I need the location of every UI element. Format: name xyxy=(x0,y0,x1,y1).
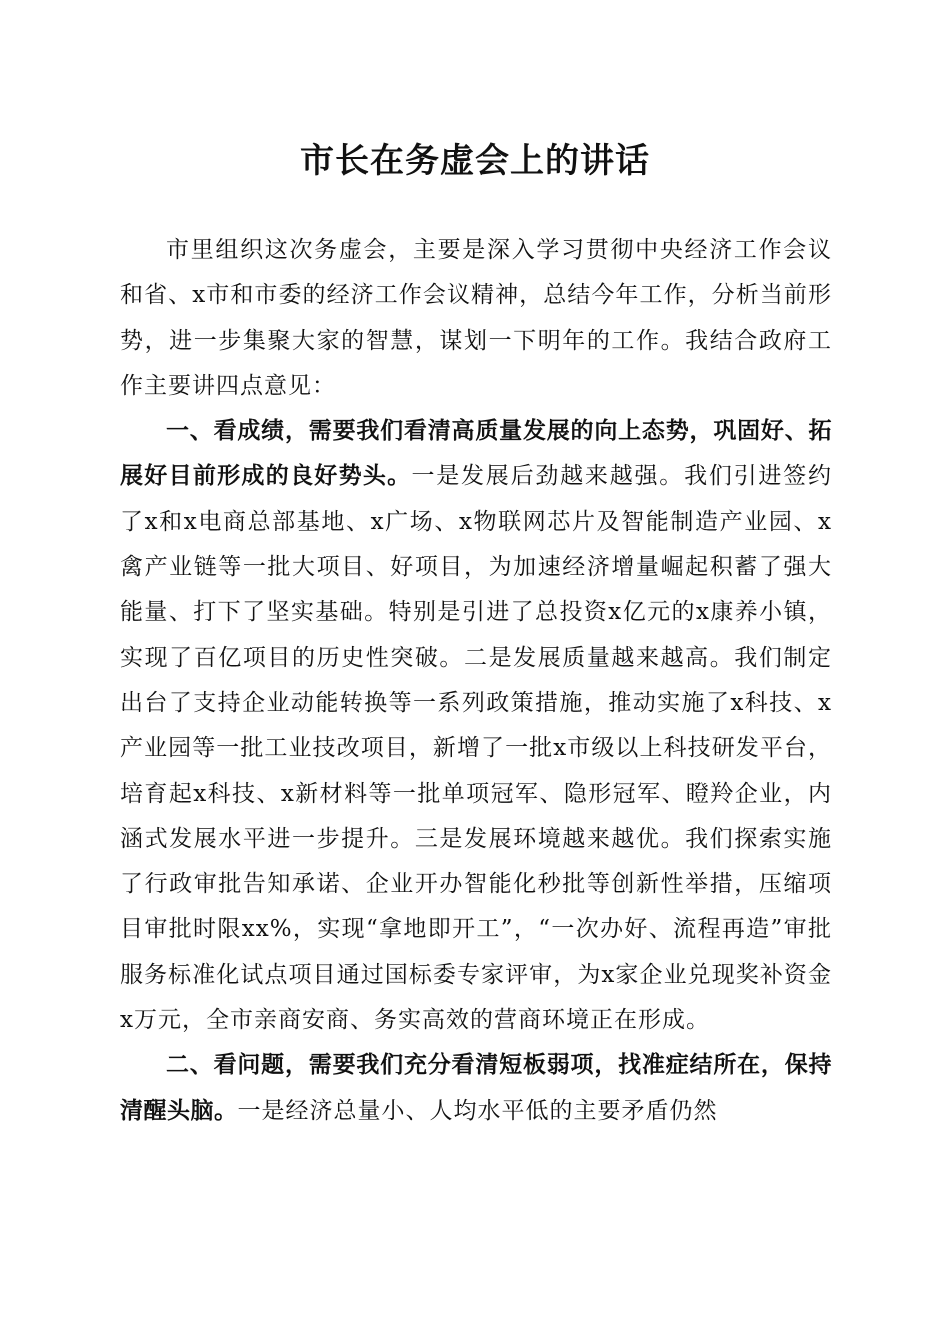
document-body xyxy=(120,228,832,1134)
section-heading-problems: 二、看问题，需要我们充分看清短板弱项，找准症结所在，保持清醒头脑。 xyxy=(120,1052,832,1124)
paragraph-text: 一是经济总量小、人均水平低的主要矛盾仍然 xyxy=(237,1097,718,1124)
paragraph-text: 一是发展后劲越来越强。我们引进签约了x和x电商总部基地、x广场、x物联网芯片及智能制造产业园、x禽产业链等一批大项目、好项目，为加速经济增量崛起积蓄了强大能量、打下了坚实基础。特别是引进了总投资x亿元的x康养小镇，实现了百亿项目的历史性突破。二是发展质量越来越高。我们制定出台了支持企业动能转换等一系列政策措施，推动实施了x科技、x产业园等一批工业技改项目，新增了一批x市级以上科技研发平台，培育起x科技、x新材料等一批单项冠军、隐形冠军、瞪羚企业，内涵式发展水平进一步提升。三是发展环境越来越优。我们探索实施了行政审批告知承诺、企业开办智能化秒批等创新性举措，压缩项目审批时限xx%，实现“拿地即开工”，“一次办好、流程再造”审批服务标准化试点项目通过国标委专家评审，为x家企业兑现奖补资金x万元，全市亲商安商、务实高效的营商环境正在形成。 xyxy=(120,463,833,1034)
paragraph-intro xyxy=(120,228,832,409)
paragraph-achievements xyxy=(120,409,832,1043)
paragraph-problems xyxy=(120,1043,832,1134)
section-heading-achievements: 一、看成绩，需要我们看清高质量发展的向上态势，巩固好、拓展好目前形成的良好势头。 xyxy=(120,418,832,490)
document-title: 市长在务虚会上的讲话 xyxy=(300,141,650,181)
paragraph-text: 市里组织这次务虚会，主要是深入学习贯彻中央经济工作会议和省、x市和市委的经济工作会议精神，总结今年工作，分析当前形势，进一步集聚大家的智慧，谋划一下明年的工作。我结合政府工作主要讲四点意见： xyxy=(120,237,832,399)
